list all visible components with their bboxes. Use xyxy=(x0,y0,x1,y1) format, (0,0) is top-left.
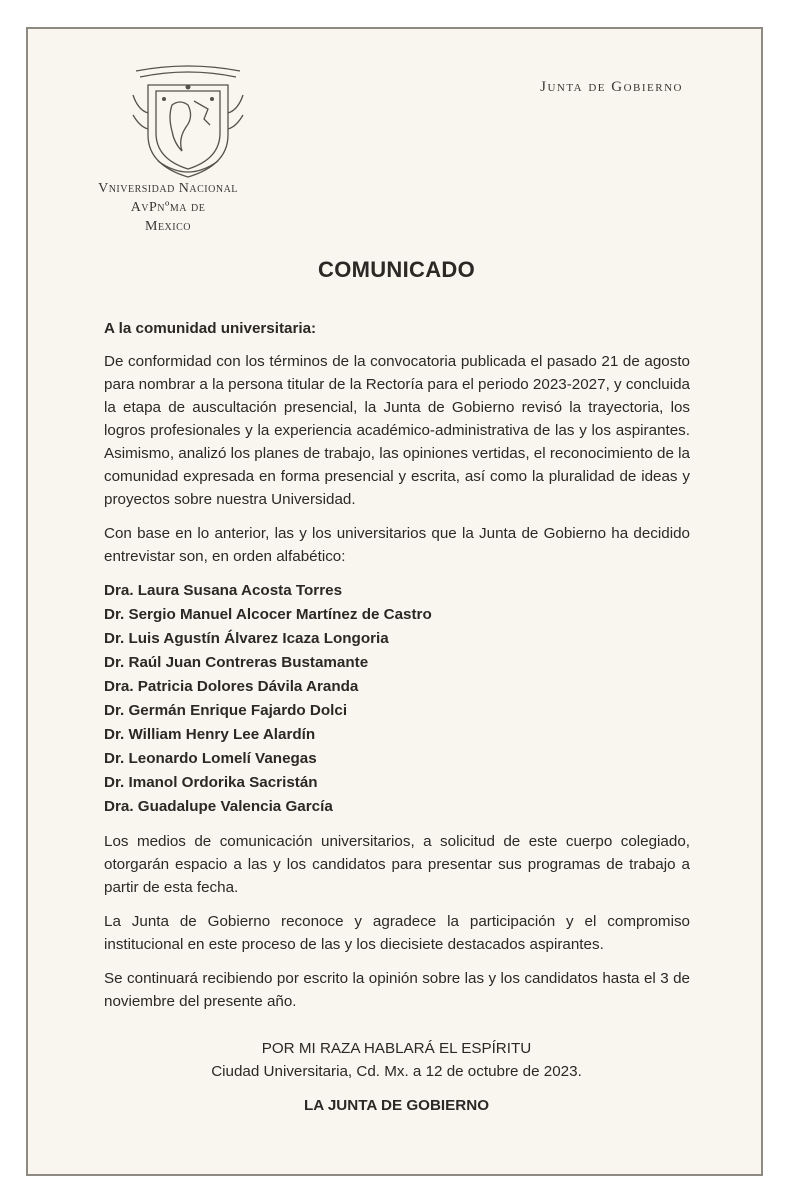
candidate-item: Dr. Leonardo Lomelí Vanegas xyxy=(104,750,317,767)
candidate-item: Dr. William Henry Lee Alardín xyxy=(104,726,316,743)
candidate-item: Dr. Imanol Ordorika Sacristán xyxy=(104,774,318,791)
candidate-item: Dr. Sergio Manuel Alcocer Martínez de Castro xyxy=(104,606,432,623)
paragraph: Los medios de comunicación universitarios, a solicitud de este cuerpo colegiado, otorgarán espacio a las y los candidatos para presentar sus programas de trabajo a partir de esta fecha. xyxy=(104,833,690,896)
university-line-3: Mexico xyxy=(145,219,191,234)
place-date: Ciudad Universitaria, Cd. Mx. a 12 de octubre de 2023. xyxy=(211,1063,582,1080)
candidate-item: Dr. Luis Agustín Álvarez Icaza Longoria xyxy=(104,630,389,647)
candidate-item: Dra. Patricia Dolores Dávila Aranda xyxy=(104,678,359,695)
document-body xyxy=(104,317,690,1024)
document-sheet xyxy=(26,27,763,1176)
page-title: COMUNICADO xyxy=(318,257,475,282)
university-name xyxy=(88,179,248,236)
candidate-item: Dr. Germán Enrique Fajardo Dolci xyxy=(104,702,348,719)
paragraph: De conformidad con los términos de la convocatoria publicada el pasado 21 de agosto para nombrar a la persona titular de la Rectoría para el periodo 2023-2027, y concluida la etapa de auscultación presencial, la Junta de Gobierno revisó la trayectoria, los logros profesionales y la experiencia académico-administrativa de las y los aspirantes. Asimismo, analizó los planes de trabajo, las opiniones vertidas, el reconocimiento de la comunidad expresada en forma presencial y escrita, así como la pluralidad de ideas y proyectos sobre nuestra Universidad. xyxy=(104,353,690,508)
university-line-2: AvPnºma de xyxy=(130,200,206,215)
greeting: A la comunidad universitaria: xyxy=(104,320,317,337)
closing-block xyxy=(28,1037,765,1083)
university-line-1: Vniversidad Nacional xyxy=(98,181,238,196)
paragraph: La Junta de Gobierno reconoce y agradece la participación y el compromiso institucional en este proceso de las y los diecisiete destacados aspirantes. xyxy=(104,913,690,953)
paragraph: Con base en lo anterior, las y los universitarios que la Junta de Gobierno ha decidido entrevistar son, en orden alfabético: xyxy=(104,525,690,565)
motto: POR MI RAZA HABLARÁ EL ESPÍRITU xyxy=(261,1040,532,1057)
candidate-list xyxy=(104,579,690,819)
signature: LA JUNTA DE GOBIERNO xyxy=(303,1097,490,1114)
candidate-item: Dra. Laura Susana Acosta Torres xyxy=(104,582,343,599)
candidate-item: Dr. Raúl Juan Contreras Bustamante xyxy=(104,654,369,671)
junta-header-label: Junta de Gobierno xyxy=(540,79,683,95)
candidate-item: Dra. Guadalupe Valencia García xyxy=(104,798,333,815)
paragraph: Se continuará recibiendo por escrito la opinión sobre las y los candidatos hasta el 3 de noviembre del presente año. xyxy=(104,970,690,1010)
